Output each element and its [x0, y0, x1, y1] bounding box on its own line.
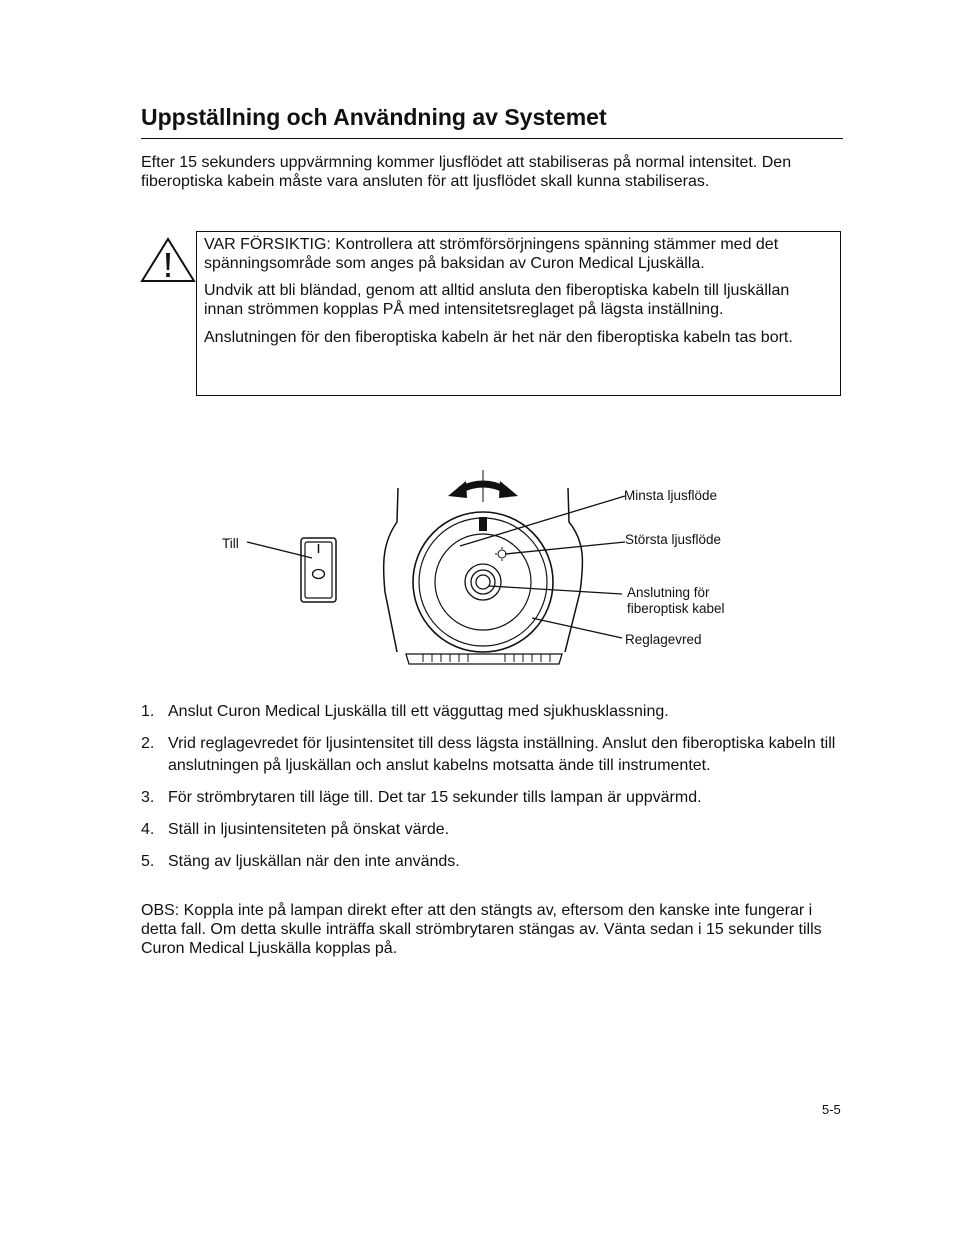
step-text: Stäng av ljuskällan när den inte används.: [168, 853, 460, 870]
step-number: 1.: [141, 703, 155, 720]
label-minsta-ljusflode: Minsta ljusflöde: [624, 488, 718, 503]
instruction-steps: [141, 701, 843, 883]
step-number: 5.: [141, 853, 155, 870]
step-number: 2.: [141, 735, 155, 752]
step-number: 4.: [141, 821, 155, 838]
list-item: [141, 787, 843, 809]
label-till: Till: [222, 536, 239, 551]
list-item: [141, 851, 843, 873]
power-switch: [301, 538, 336, 602]
step-text: Ställ in ljusintensiteten på önskat värde.: [168, 821, 450, 838]
step-text: För strömbrytaren till läge till. Det tar 15 sekunder tills lampan är uppvärmd.: [168, 789, 702, 806]
control-knob: [413, 512, 553, 652]
page-title: Uppställning och Användning av Systemet: [141, 104, 607, 130]
label-reglagevred: Reglagevred: [625, 632, 702, 647]
note-paragraph: OBS: Koppla inte på lampan direkt efter att den stängts av, eftersom den kanske inte fungerar i detta fall. Om detta skulle inträffa skall strömbrytaren stängas av. Vänta sedan i 15 sekunder tills Curon Medical Ljuskälla kopplas på.: [141, 902, 822, 957]
caution-paragraph-hot-connector: Anslutningen för den fiberoptiska kabeln är het när den fiberoptiska kabeln tas bort.: [204, 329, 793, 346]
label-anslutning-line2: fiberoptisk kabel: [627, 601, 725, 616]
intro-paragraph: Efter 15 sekunders uppvärmning kommer ljusflödet att stabiliseras på normal intensitet. Den fiberoptiska kabein måste vara ansluten för att ljusflödet skall kunna stabiliseras.: [141, 154, 792, 190]
step-number: 3.: [141, 789, 155, 806]
caution-box: [196, 231, 841, 396]
list-item: [141, 701, 843, 723]
page-number: 5-5: [822, 1102, 841, 1117]
label-storsta-ljusflode: Största ljusflöde: [625, 532, 722, 547]
step-text: Anslut Curon Medical Ljuskälla till ett vägguttag med sjukhusklassning.: [168, 703, 669, 720]
list-item: [141, 733, 843, 777]
title-divider: [141, 138, 843, 139]
list-item: [141, 819, 843, 841]
step-text: Vrid reglagevredet för ljusintensitet till dess lägsta inställning. Anslut den fiberoptiska kabeln till anslutningen på ljuskällan och anslut kabelns motsatta ände till instrumentet.: [168, 735, 836, 774]
caution-paragraph-glare: Undvik att bli bländad, genom att alltid ansluta den fiberoptiska kabeln till ljuskällan innan strömmen kopplas PÅ med intensitetsreglaget på lägsta inställning.: [204, 282, 790, 318]
rotation-arrow-icon: [448, 470, 518, 502]
warning-triangle-icon: [140, 236, 196, 284]
label-anslutning-line1: Anslutning för: [627, 585, 710, 600]
light-source-diagram: [210, 462, 770, 670]
caution-paragraph-voltage: VAR FÖRSIKTIG: Kontrollera att strömförsörjningens spänning stämmer med det spänningsområde som anges på baksidan av Curon Medical Ljuskälla.: [204, 236, 779, 272]
